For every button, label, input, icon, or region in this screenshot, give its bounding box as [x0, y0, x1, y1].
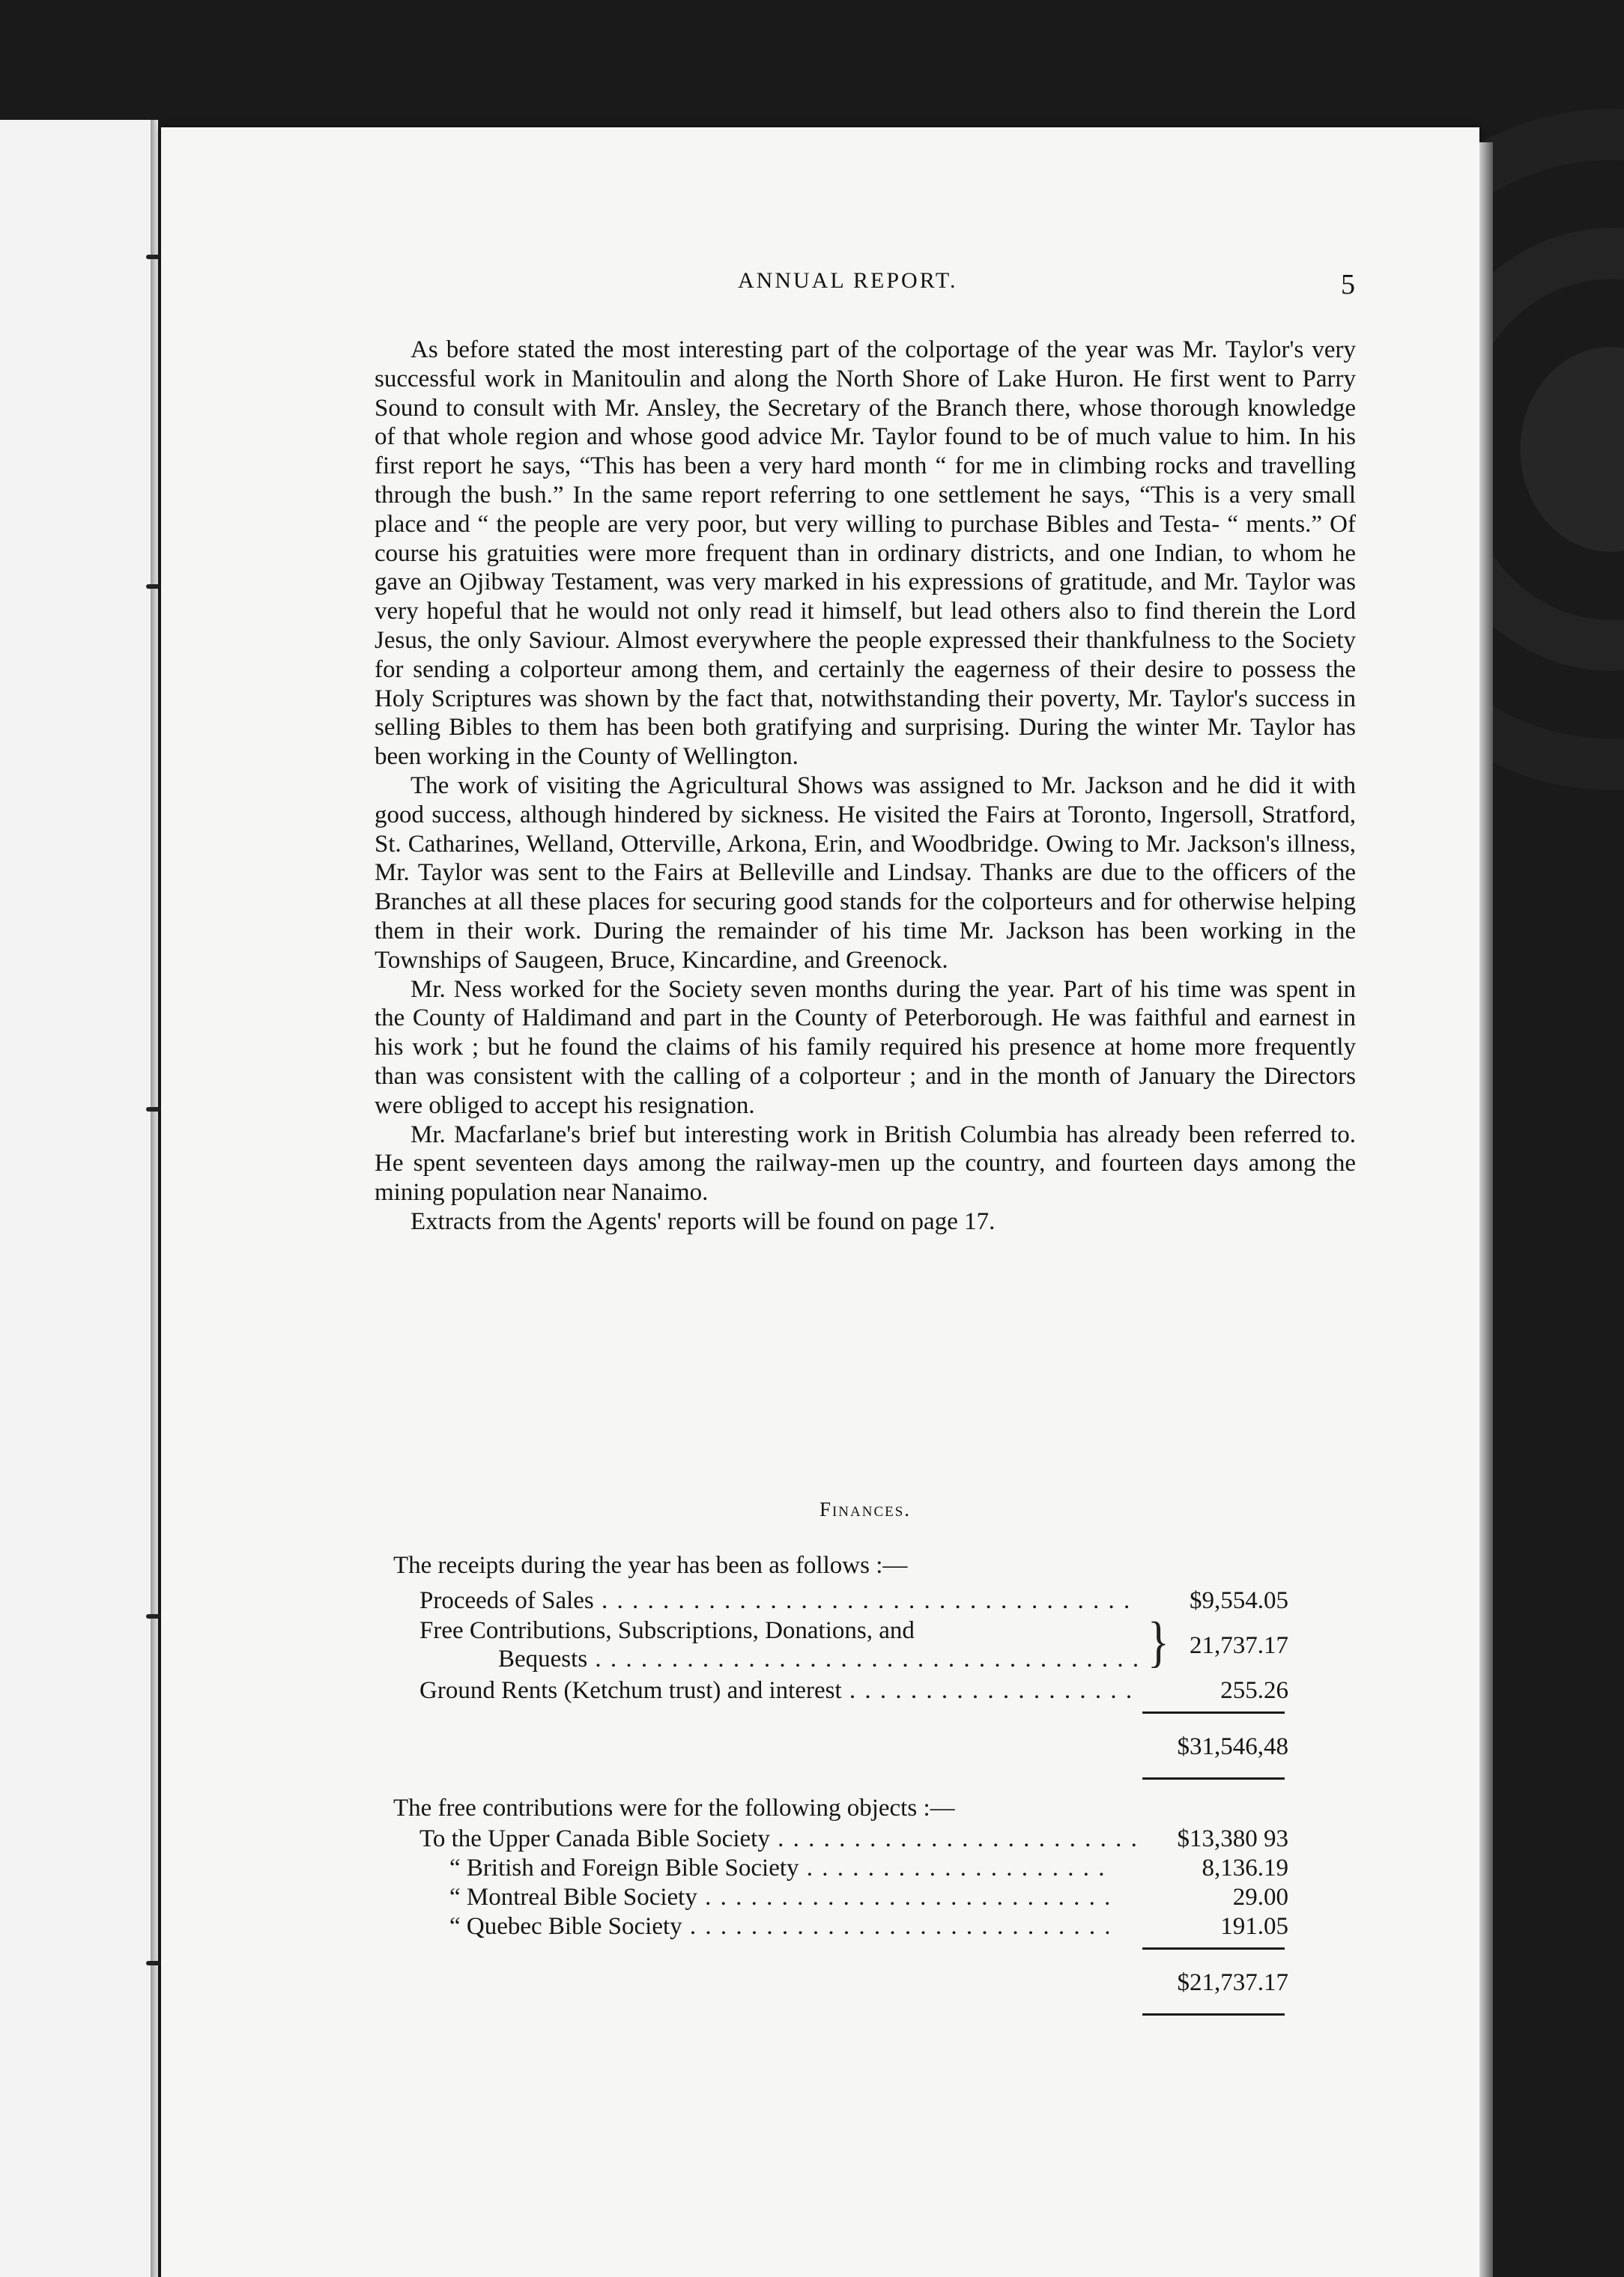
contribution-amount: $13,380 93: [1177, 1825, 1288, 1852]
contribution-label: “ British and Foreign Bible Society . . .: [449, 1854, 1109, 1882]
paragraph: Mr. Ness worked for the Society seven months during the year. Part of his time was spent in the County of Haldimand and part in the County of Peterborough. He was faithful and earnest in his work ; but he found the claims of his family required his presence at home more frequently than was consistent with the calling of a colporteur ; and in the month of January the Directors were obliged to accept his resignation.: [375, 975, 1356, 1119]
receipt-label: Free Contributions, Subscriptions, Donations, and: [419, 1617, 915, 1644]
contribution-amount: 191.05: [1220, 1913, 1288, 1940]
paragraph: Mr. Macfarlane's brief but interesting work in British Columbia has already been referred to. He spent seventeen days among the railway-men up the country, and fourteen days among the mining population near Nanaimo.: [375, 1121, 1356, 1207]
paragraph: Extracts from the Agents' reports will be found on page 17.: [410, 1207, 996, 1235]
page-number: 5: [1341, 269, 1355, 300]
receipt-amount: 255.26: [1220, 1677, 1288, 1704]
brace: }: [1148, 1610, 1169, 1673]
contribution-label: “ Quebec Bible Society . . .: [449, 1912, 1109, 1941]
receipt-label: Ground Rents (Ketchum trust) and interest . . .: [419, 1676, 1139, 1705]
page-edge: [1479, 142, 1493, 2277]
receipt-amount: 21,737.17: [1190, 1632, 1288, 1659]
finances-heading: Finances.: [819, 1498, 912, 1520]
receipts-total: $31,546,48: [1177, 1733, 1288, 1760]
paragraph: As before stated the most interesting part of the colportage of the year was Mr. Taylor's very successful work in Manitoulin and along the North Shore of Lake Huron. He first went to Parry Sound to consult with Mr. Ansley, the Secretary of the Branch there, whose thorough knowledge of that whole region and whose good advice Mr. Taylor found to be of much value to him. In his first report he says, “This has been a very hard month “ for me in climbing rocks and travelling through the bush.” In the same report referring to one settlement he says, “This is a very small place and “ the people are very poor, but very willing to purchase Bibles and Testa- “ ments.” Of course his gratuities were more frequent than in ordinary districts, and one Indian, to whom he gave an Ojibway Testament, was very marked in his expressions of gratitude, and Mr. Taylor was very hopeful that he would not only read it himself, but lead others also to find therein the Lord Jesus, the only Saviour. Almost everywhere the people expressed their thankfulness to the Society for sending a colporteur among them, and certainly the eagerness of their desire to possess the Holy Scriptures was shown by the fact that, notwithstanding their poverty, Mr. Taylor's success in selling Bibles to them has been both gratifying and surprising. During the winter Mr. Taylor has been working in the County of Wellington.: [375, 336, 1356, 771]
page-fold: [151, 120, 158, 2277]
contribution-amount: 29.00: [1232, 1884, 1288, 1911]
contribution-label: To the Upper Canada Bible Society . . .: [419, 1825, 1139, 1853]
total-rule: [1142, 1777, 1285, 1780]
contribution-amount: 8,136.19: [1202, 1855, 1288, 1882]
total-rule: [1142, 1711, 1285, 1714]
total-rule: [1142, 1947, 1285, 1950]
body-text: [375, 336, 1356, 1237]
running-head: ANNUAL REPORT.: [738, 268, 958, 293]
contributions-intro: The free contributions were for the following objects :—: [393, 1795, 955, 1822]
receipt-label: Bequests . . .: [498, 1645, 1142, 1673]
contribution-label: “ Montreal Bible Society . . .: [449, 1883, 1109, 1911]
receipt-label: Proceeds of Sales . . .: [419, 1586, 1139, 1615]
contributions-total: $21,737.17: [1177, 1969, 1288, 1996]
total-rule: [1142, 2013, 1285, 2016]
receipts-intro: The receipts during the year has been as follows :—: [393, 1552, 908, 1579]
facing-page: [0, 120, 154, 2277]
paragraph: The work of visiting the Agricultural Shows was assigned to Mr. Jackson and he did it with good success, although hindered by sickness. He visited the Fairs at Toronto, Ingersoll, Stratford, St. Catharines, Welland, Otterville, Arkona, Erin, and Woodbridge. Owing to Mr. Jackson's illness, Mr. Taylor was sent to the Fairs at Belleville and Lindsay. Thanks are due to the officers of the Branches at all these places for securing good stands for the colporteurs and for otherwise helping them in their work. During the remainder of his time Mr. Jackson has been working in the Townships of Saugeen, Bruce, Kincardine, and Greenock.: [375, 771, 1356, 974]
receipt-amount: $9,554.05: [1190, 1587, 1288, 1614]
